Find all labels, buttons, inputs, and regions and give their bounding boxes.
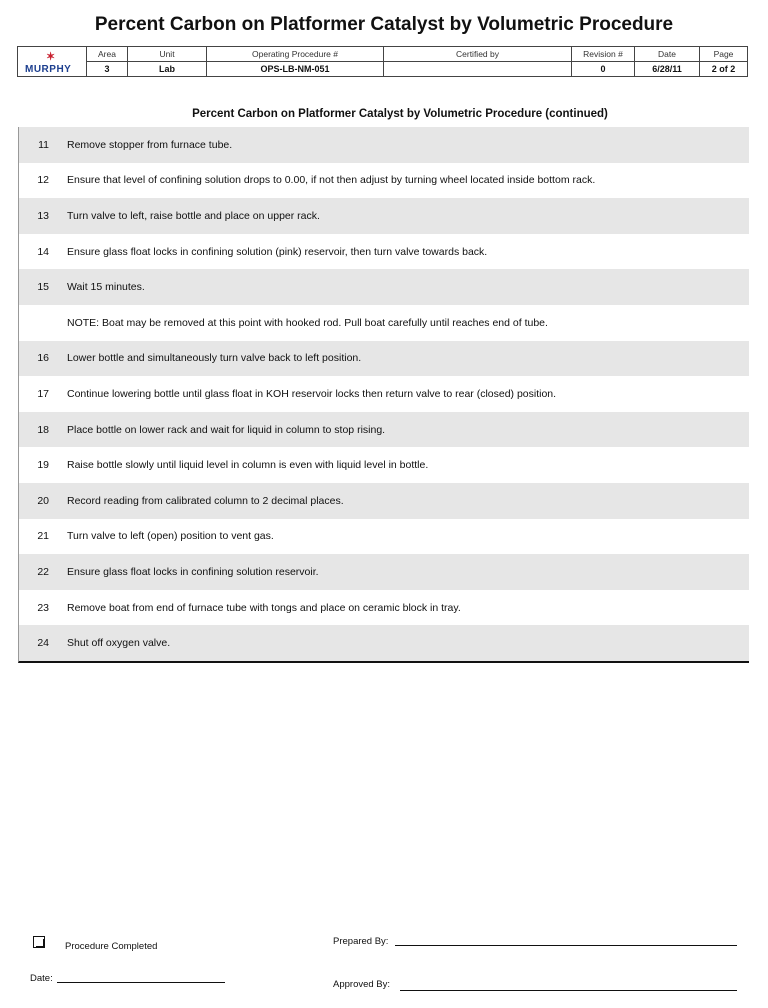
- step-row: [19, 483, 749, 519]
- step-number: 13: [37, 209, 49, 222]
- step-row: [19, 554, 749, 590]
- step-number: 12: [37, 174, 49, 187]
- step-row: [19, 590, 749, 626]
- steps-list: [18, 127, 749, 663]
- logo-mark-icon: ✶: [46, 51, 56, 63]
- date-field[interactable]: [57, 982, 225, 983]
- step-row: [19, 269, 749, 305]
- approved-by-field[interactable]: [400, 990, 737, 991]
- value-certified-by: [384, 62, 572, 77]
- value-unit: Lab: [128, 62, 207, 77]
- step-number: 19: [37, 459, 49, 472]
- step-number: 15: [37, 281, 49, 294]
- logo-text: MURPHY: [25, 64, 72, 75]
- label-page: Page: [700, 47, 748, 62]
- prepared-by-field[interactable]: [395, 945, 737, 946]
- document-title: Percent Carbon on Platformer Catalyst by Volumetric Procedure: [94, 14, 674, 35]
- step-text: Record reading from calibrated column to 2 decimal places.: [67, 494, 344, 507]
- step-number: 21: [37, 530, 49, 543]
- value-date: 6/28/11: [635, 62, 700, 77]
- label-area: Area: [87, 47, 128, 62]
- step-number: 16: [37, 352, 49, 365]
- step-row: [19, 305, 749, 341]
- step-row: [19, 519, 749, 555]
- step-row: [19, 447, 749, 483]
- step-text: Remove stopper from furnace tube.: [67, 138, 233, 151]
- procedure-completed-checkbox[interactable]: [33, 936, 45, 948]
- step-text: Raise bottle slowly until liquid level in column is even with liquid level in bottle.: [67, 459, 429, 472]
- step-row: [19, 127, 749, 163]
- step-number: 20: [37, 494, 49, 507]
- step-text: Remove boat from end of furnace tube with tongs and place on ceramic block in tray.: [67, 601, 461, 614]
- value-operating-procedure: OPS-LB-NM-051: [207, 62, 384, 77]
- step-row: [19, 412, 749, 448]
- step-text: Turn valve to left, raise bottle and place on upper rack.: [67, 209, 320, 222]
- prepared-by-label: Prepared By:: [333, 936, 389, 947]
- step-text: Lower bottle and simultaneously turn valve back to left position.: [67, 352, 362, 365]
- value-area: 3: [87, 62, 128, 77]
- label-date: Date: [635, 47, 700, 62]
- step-number: 18: [37, 423, 49, 436]
- value-page: 2 of 2: [700, 62, 748, 77]
- step-text: Ensure glass float locks in confining solution reservoir.: [67, 565, 319, 578]
- step-text: Wait 15 minutes.: [67, 281, 145, 294]
- step-row: [19, 625, 749, 661]
- step-number: 17: [37, 387, 49, 400]
- step-text: Place bottle on lower rack and wait for liquid in column to stop rising.: [67, 423, 386, 436]
- step-text: Continue lowering bottle until glass float in KOH reservoir locks then return valve to rear (closed) position.: [67, 387, 557, 400]
- step-number: 24: [37, 637, 49, 650]
- step-text: Ensure that level of confining solution drops to 0.00, if not then adjust by turning wheel located inside bottom rack.: [67, 174, 596, 187]
- approved-by-label: Approved By:: [333, 979, 391, 990]
- step-number: 14: [37, 245, 49, 258]
- step-row: [19, 234, 749, 270]
- label-unit: Unit: [128, 47, 207, 62]
- murphy-logo: [18, 47, 87, 77]
- label-revision: Revision #: [572, 47, 635, 62]
- step-number: 11: [38, 138, 49, 151]
- footer: [0, 920, 768, 1008]
- header-table: [17, 46, 748, 89]
- step-text: Turn valve to left (open) position to vent gas.: [67, 530, 274, 543]
- date-label: Date:: [30, 973, 53, 984]
- step-number: 23: [37, 601, 49, 614]
- step-text: NOTE: Boat may be removed at this point with hooked rod. Pull boat carefully until reaches end of tube.: [67, 316, 548, 329]
- value-revision: 0: [572, 62, 635, 77]
- step-number: 22: [37, 565, 49, 578]
- section-subtitle: Percent Carbon on Platformer Catalyst by Volumetric Procedure (continued): [192, 108, 608, 120]
- step-row: [19, 163, 749, 199]
- step-row: [19, 341, 749, 377]
- label-operating-procedure: Operating Procedure #: [207, 47, 384, 62]
- step-text: Ensure glass float locks in confining solution (pink) reservoir, then turn valve towards back.: [67, 245, 488, 258]
- label-certified-by: Certified by: [384, 47, 572, 62]
- step-row: [19, 198, 749, 234]
- step-row: [19, 376, 749, 412]
- step-text: Shut off oxygen valve.: [67, 637, 171, 650]
- procedure-completed-label: Procedure Completed: [65, 941, 158, 952]
